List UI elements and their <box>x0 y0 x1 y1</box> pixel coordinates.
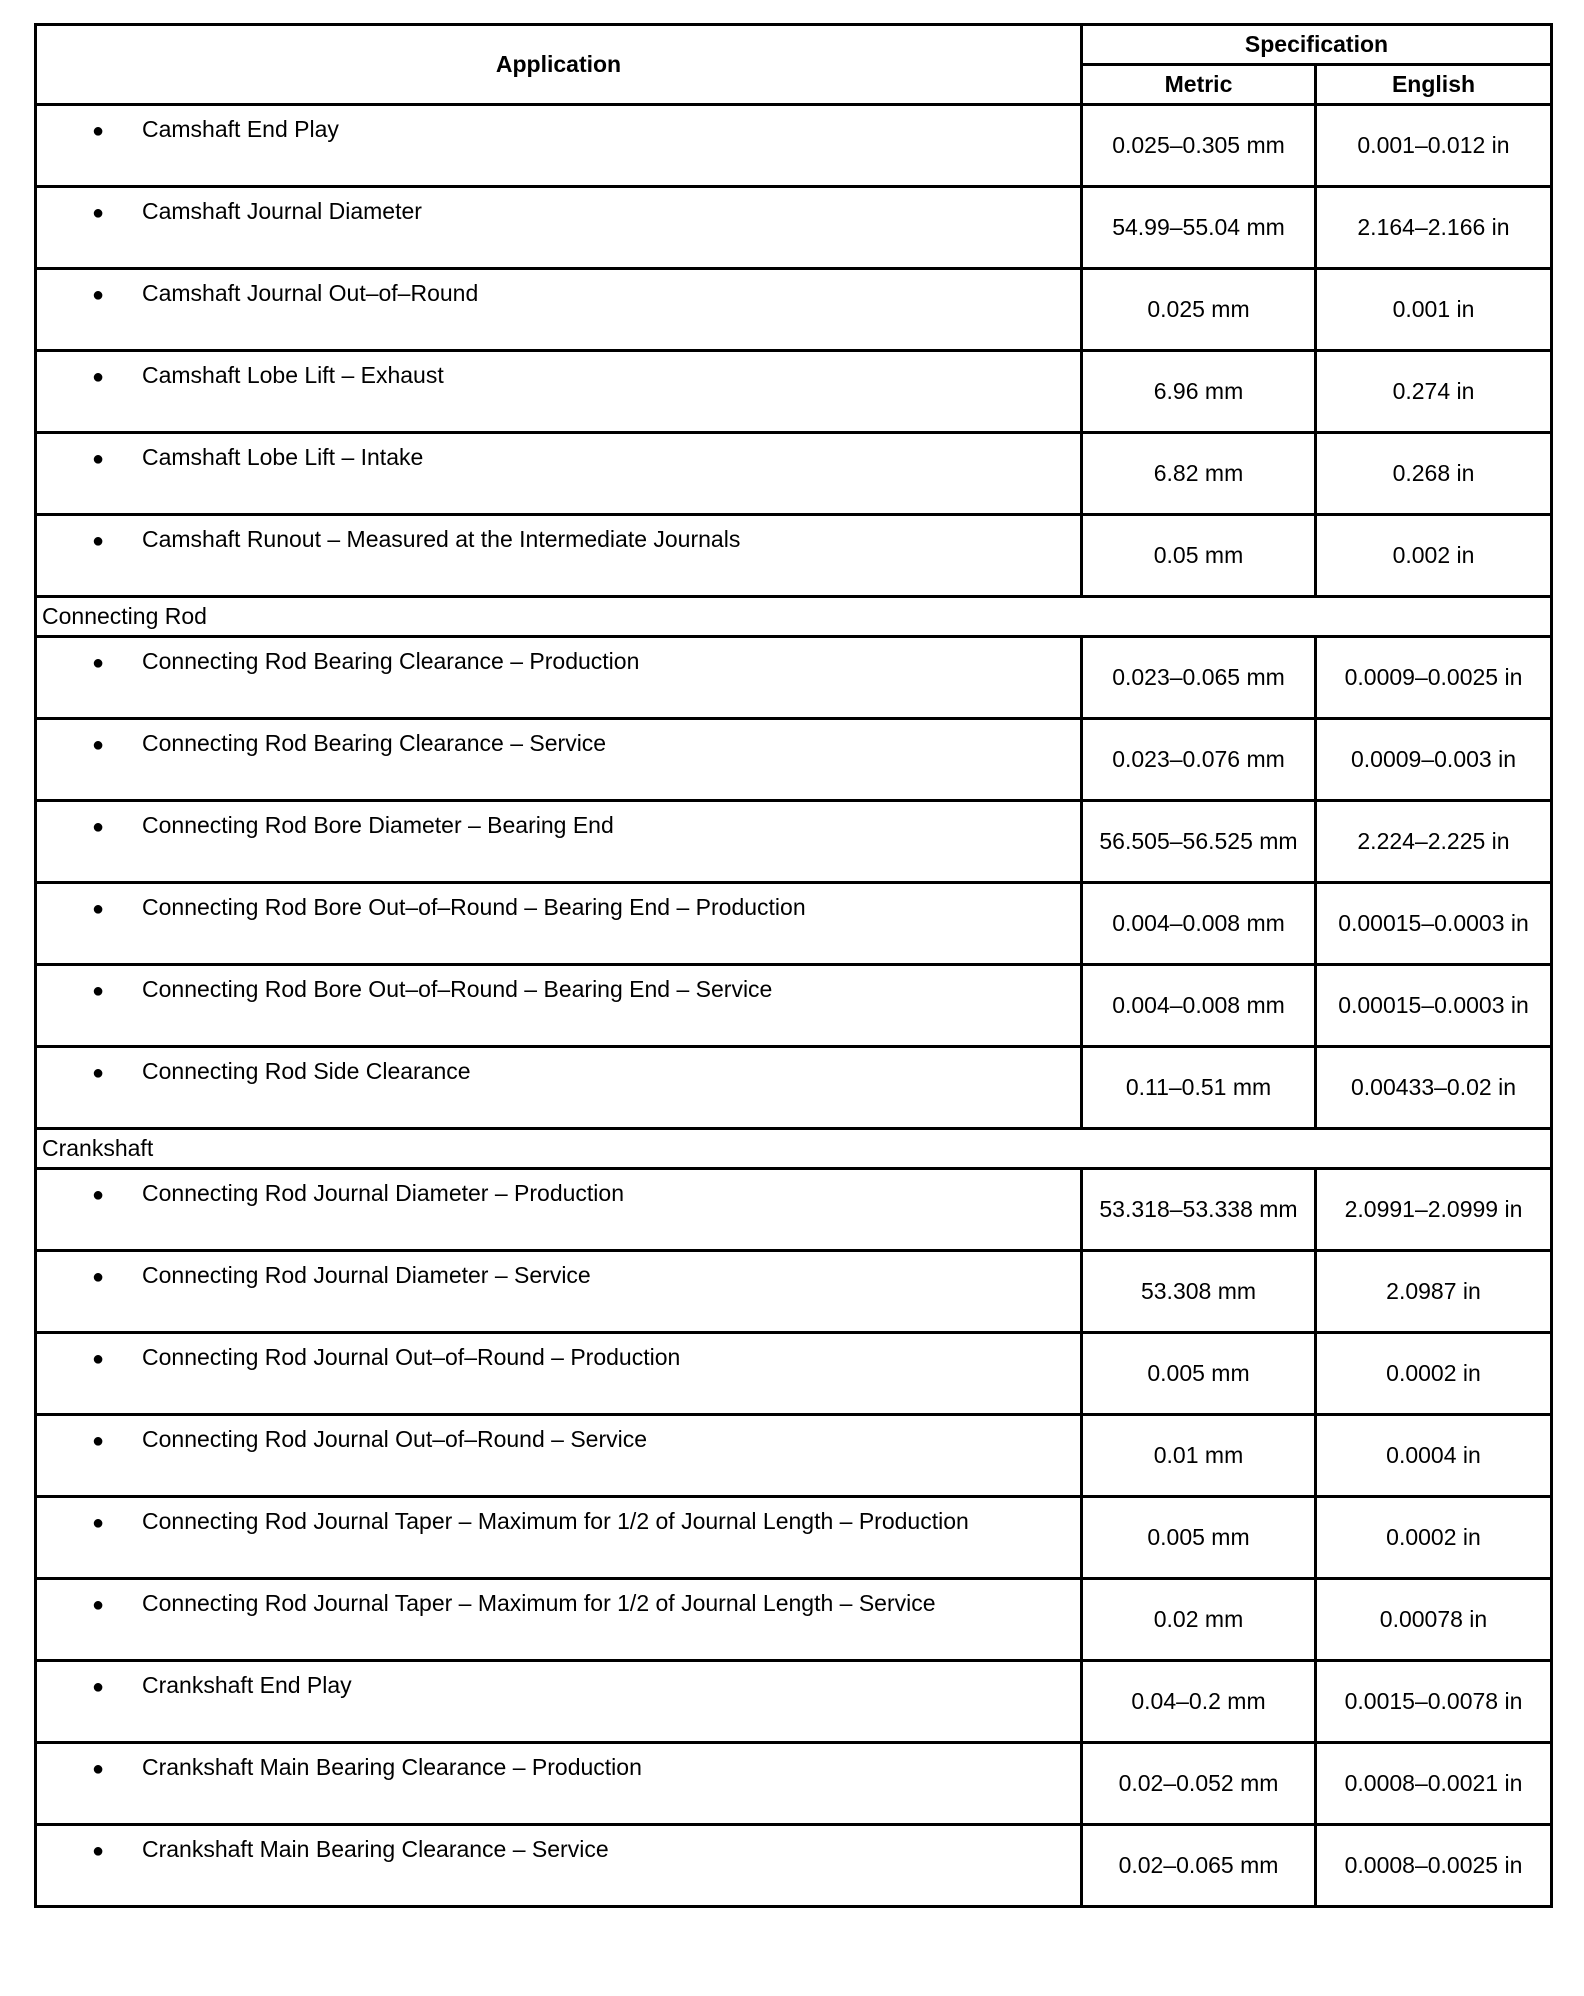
application-cell <box>36 1743 1082 1825</box>
bullet-icon: ● <box>92 202 105 224</box>
application-label: Connecting Rod Bearing Clearance – Service <box>142 730 607 756</box>
table-row <box>36 801 1552 883</box>
application-label: Connecting Rod Bore Diameter – Bearing End <box>142 812 614 838</box>
metric-value: 0.023–0.076 mm <box>1082 719 1316 801</box>
english-value: 0.002 in <box>1316 515 1552 597</box>
application-label: Crankshaft Main Bearing Clearance – Service <box>142 1836 609 1862</box>
table-row <box>36 1743 1552 1825</box>
metric-value: 53.318–53.338 mm <box>1082 1169 1316 1251</box>
application-cell <box>36 801 1082 883</box>
application-cell <box>36 351 1082 433</box>
table-row <box>36 187 1552 269</box>
table-row <box>36 1825 1552 1907</box>
english-value: 2.164–2.166 in <box>1316 187 1552 269</box>
application-cell <box>36 105 1082 187</box>
application-cell <box>36 637 1082 719</box>
english-value: 2.0991–2.0999 in <box>1316 1169 1552 1251</box>
section-title: Crankshaft <box>36 1129 1552 1169</box>
bullet-icon: ● <box>92 1184 105 1206</box>
table-row <box>36 1251 1552 1333</box>
english-value: 0.0008–0.0021 in <box>1316 1743 1552 1825</box>
table-row <box>36 719 1552 801</box>
application-label: Camshaft Lobe Lift – Intake <box>142 444 424 470</box>
metric-value: 0.023–0.065 mm <box>1082 637 1316 719</box>
english-value: 0.0015–0.0078 in <box>1316 1661 1552 1743</box>
metric-header: Metric <box>1082 65 1316 105</box>
specification-header: Specification <box>1082 25 1552 65</box>
application-cell <box>36 1415 1082 1497</box>
metric-value: 0.04–0.2 mm <box>1082 1661 1316 1743</box>
bullet-icon: ● <box>92 1430 105 1452</box>
application-label: Camshaft Runout – Measured at the Intermediate Journals <box>142 526 741 552</box>
table-row <box>36 515 1552 597</box>
metric-value: 0.02–0.065 mm <box>1082 1825 1316 1907</box>
english-value: 0.00015–0.0003 in <box>1316 965 1552 1047</box>
table-row <box>36 1497 1552 1579</box>
english-value: 0.0004 in <box>1316 1415 1552 1497</box>
metric-value: 6.82 mm <box>1082 433 1316 515</box>
bullet-icon: ● <box>92 366 105 388</box>
metric-value: 0.11–0.51 mm <box>1082 1047 1316 1129</box>
application-label: Connecting Rod Journal Diameter – Production <box>142 1180 624 1206</box>
metric-value: 0.005 mm <box>1082 1497 1316 1579</box>
table-row <box>36 1415 1552 1497</box>
application-label: Camshaft Journal Diameter <box>142 198 422 224</box>
bullet-icon: ● <box>92 1062 105 1084</box>
application-label: Connecting Rod Journal Out–of–Round – Production <box>142 1344 681 1370</box>
application-cell <box>36 269 1082 351</box>
english-value: 0.001 in <box>1316 269 1552 351</box>
table-row <box>36 883 1552 965</box>
metric-value: 0.004–0.008 mm <box>1082 883 1316 965</box>
english-value: 0.001–0.012 in <box>1316 105 1552 187</box>
english-value: 0.00015–0.0003 in <box>1316 883 1552 965</box>
bullet-icon: ● <box>92 1348 105 1370</box>
application-cell <box>36 515 1082 597</box>
bullet-icon: ● <box>92 530 105 552</box>
application-header: Application <box>36 25 1082 105</box>
english-value: 0.00078 in <box>1316 1579 1552 1661</box>
application-label: Connecting Rod Side Clearance <box>142 1058 471 1084</box>
application-label: Camshaft Journal Out–of–Round <box>142 280 479 306</box>
bullet-icon: ● <box>92 816 105 838</box>
application-cell <box>36 433 1082 515</box>
metric-value: 0.025 mm <box>1082 269 1316 351</box>
bullet-icon: ● <box>92 120 105 142</box>
bullet-icon: ● <box>92 1758 105 1780</box>
english-value: 0.0009–0.0025 in <box>1316 637 1552 719</box>
bullet-icon: ● <box>92 980 105 1002</box>
metric-value: 0.02–0.052 mm <box>1082 1743 1316 1825</box>
english-header: English <box>1316 65 1552 105</box>
application-cell <box>36 1251 1082 1333</box>
bullet-icon: ● <box>92 898 105 920</box>
application-label: Crankshaft Main Bearing Clearance – Production <box>142 1754 642 1780</box>
section-header-row <box>36 597 1552 637</box>
bullet-icon: ● <box>92 652 105 674</box>
bullet-icon: ● <box>92 1512 105 1534</box>
metric-value: 0.05 mm <box>1082 515 1316 597</box>
bullet-icon: ● <box>92 1840 105 1862</box>
table-row <box>36 1579 1552 1661</box>
application-cell <box>36 719 1082 801</box>
section-header-row <box>36 1129 1552 1169</box>
bullet-icon: ● <box>92 1594 105 1616</box>
application-label: Camshaft End Play <box>142 116 339 142</box>
application-cell <box>36 883 1082 965</box>
metric-value: 54.99–55.04 mm <box>1082 187 1316 269</box>
bullet-icon: ● <box>92 734 105 756</box>
metric-value: 0.004–0.008 mm <box>1082 965 1316 1047</box>
table-row <box>36 105 1552 187</box>
metric-value: 56.505–56.525 mm <box>1082 801 1316 883</box>
table-row <box>36 433 1552 515</box>
application-label: Connecting Rod Bore Out–of–Round – Bearing End – Production <box>142 894 806 920</box>
application-cell <box>36 1497 1082 1579</box>
table-row <box>36 269 1552 351</box>
section-title: Connecting Rod <box>36 597 1552 637</box>
english-value: 0.274 in <box>1316 351 1552 433</box>
table-body <box>36 105 1552 1907</box>
bullet-icon: ● <box>92 1266 105 1288</box>
application-label: Connecting Rod Bore Out–of–Round – Bearing End – Service <box>142 976 773 1002</box>
application-cell <box>36 1169 1082 1251</box>
table-row <box>36 965 1552 1047</box>
english-value: 2.224–2.225 in <box>1316 801 1552 883</box>
application-cell <box>36 1579 1082 1661</box>
application-label: Crankshaft End Play <box>142 1672 352 1698</box>
specification-table <box>34 23 1553 1908</box>
application-label: Connecting Rod Journal Out–of–Round – Service <box>142 1426 648 1452</box>
metric-value: 0.02 mm <box>1082 1579 1316 1661</box>
application-cell <box>36 1661 1082 1743</box>
bullet-icon: ● <box>92 1676 105 1698</box>
english-value: 0.0009–0.003 in <box>1316 719 1552 801</box>
table-row <box>36 351 1552 433</box>
metric-value: 0.025–0.305 mm <box>1082 105 1316 187</box>
english-value: 0.0002 in <box>1316 1497 1552 1579</box>
application-label: Camshaft Lobe Lift – Exhaust <box>142 362 444 388</box>
application-cell <box>36 1825 1082 1907</box>
application-label: Connecting Rod Bearing Clearance – Production <box>142 648 640 674</box>
metric-value: 6.96 mm <box>1082 351 1316 433</box>
application-label: Connecting Rod Journal Taper – Maximum for 1/2 of Journal Length – Production <box>142 1508 969 1534</box>
table-row <box>36 1661 1552 1743</box>
metric-value: 0.005 mm <box>1082 1333 1316 1415</box>
application-cell <box>36 965 1082 1047</box>
bullet-icon: ● <box>92 448 105 470</box>
table-row <box>36 1169 1552 1251</box>
bullet-icon: ● <box>92 284 105 306</box>
english-value: 0.268 in <box>1316 433 1552 515</box>
table-row <box>36 637 1552 719</box>
application-cell <box>36 1333 1082 1415</box>
english-value: 2.0987 in <box>1316 1251 1552 1333</box>
english-value: 0.0002 in <box>1316 1333 1552 1415</box>
table-row <box>36 1333 1552 1415</box>
application-cell <box>36 187 1082 269</box>
application-cell <box>36 1047 1082 1129</box>
english-value: 0.0008–0.0025 in <box>1316 1825 1552 1907</box>
english-value: 0.00433–0.02 in <box>1316 1047 1552 1129</box>
table-row <box>36 1047 1552 1129</box>
metric-value: 53.308 mm <box>1082 1251 1316 1333</box>
application-label: Connecting Rod Journal Taper – Maximum for 1/2 of Journal Length – Service <box>142 1590 936 1616</box>
metric-value: 0.01 mm <box>1082 1415 1316 1497</box>
application-label: Connecting Rod Journal Diameter – Service <box>142 1262 591 1288</box>
